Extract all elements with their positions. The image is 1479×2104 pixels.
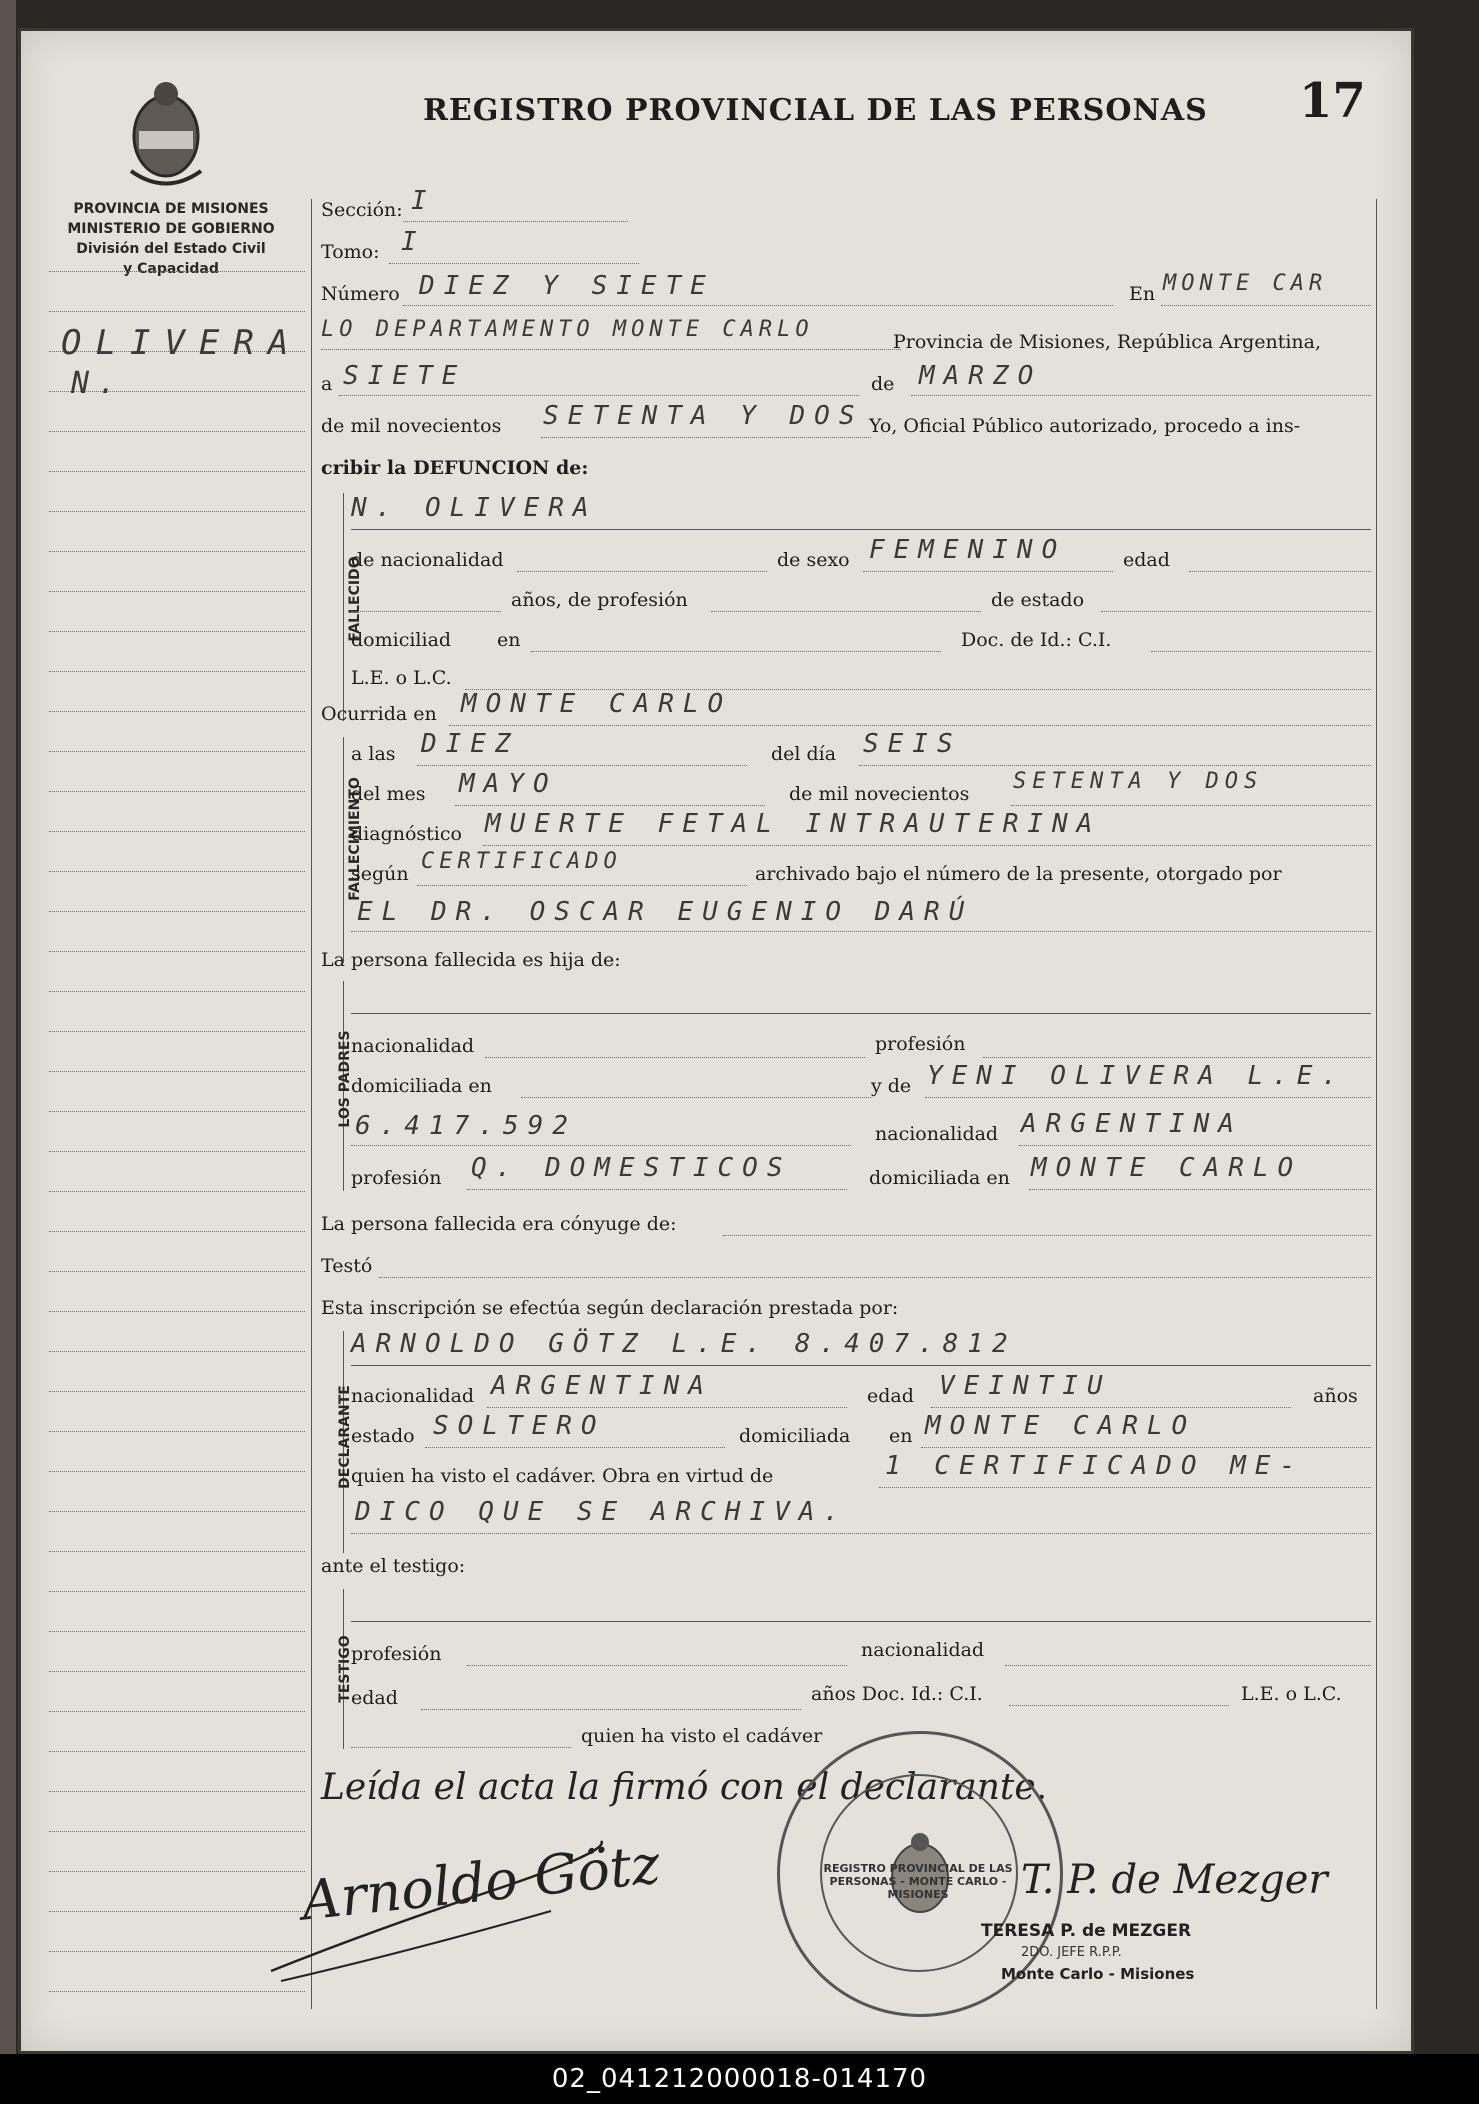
margin-line <box>49 1271 305 1272</box>
nacionalidad-label: de nacionalidad <box>351 549 504 571</box>
segun-value: CERTIFICADO <box>421 849 622 874</box>
padres-section-label: LOS PADRES <box>337 1030 353 1128</box>
official-signature: T. P. de Mezger <box>1021 1857 1328 1903</box>
testigo-section-label: TESTIGO <box>337 1635 353 1703</box>
margin-line <box>49 951 305 952</box>
conyuge-text: La persona fallecida era cónyuge de: <box>321 1213 677 1235</box>
declarante-section-label: DECLARANTE <box>337 1385 353 1489</box>
estado-label: de estado <box>991 589 1085 611</box>
mother-value: YENI OLIVERA L.E. <box>927 1061 1347 1091</box>
domiciliad-label: domiciliad <box>351 629 452 651</box>
testigo-name-line <box>351 1621 1371 1622</box>
margin-line <box>49 1431 305 1432</box>
profesion-line <box>711 611 981 612</box>
doctor-value: EL DR. OSCAR EUGENIO DARÚ <box>357 897 974 927</box>
margin-line <box>49 1391 305 1392</box>
year-line <box>541 437 871 438</box>
margin-line <box>49 1751 305 1752</box>
seccion-value: I <box>411 186 436 216</box>
declarante-name: ARNOLDO GÖTZ L.E. 8.407.812 <box>351 1329 1017 1359</box>
margin-line <box>49 1591 305 1592</box>
segun-label: según <box>351 863 409 885</box>
margin-line <box>49 831 305 832</box>
padre-domicilio-line <box>521 1097 871 1098</box>
official-text: Yo, Oficial Público autorizado, procedo a ins- <box>869 415 1301 437</box>
de-value: MARZO <box>919 361 1043 391</box>
testigo-visto-text: quien ha visto el cadáver <box>581 1725 823 1747</box>
padre-profesion-line <box>983 1057 1371 1058</box>
diagnostico-label: diagnóstico <box>351 823 462 845</box>
margin-line <box>49 471 305 472</box>
provincia-text: Provincia de Misiones, República Argentina, <box>893 331 1322 353</box>
testigo-anos-doc-label: años Doc. Id.: C.I. <box>811 1683 983 1705</box>
a-las-value: DIEZ <box>421 729 520 759</box>
a-las-line <box>417 765 747 766</box>
ministry-block <box>31 199 311 279</box>
declarante-anos-label: años <box>1313 1385 1358 1407</box>
margin-line <box>49 791 305 792</box>
le-lc-label: L.E. o L.C. <box>351 667 452 689</box>
ministry-line-4: y Capacidad <box>123 261 219 277</box>
a-label: a <box>321 373 333 395</box>
testigo-doc-line <box>1009 1705 1229 1706</box>
edad-line <box>1189 571 1371 572</box>
testigo-visto-line <box>351 1747 571 1748</box>
conyuge-line <box>723 1235 1371 1236</box>
margin-line <box>49 631 305 632</box>
official-place: Monte Carlo - Misiones <box>1001 1965 1195 1983</box>
numero-value: DIEZ Y SIETE <box>419 271 715 301</box>
padre-nacionalidad-line <box>485 1057 865 1058</box>
margin-line <box>49 751 305 752</box>
margin-surname: OLIVERA <box>61 323 303 363</box>
margin-line <box>49 431 305 432</box>
en-label: En <box>1129 283 1156 305</box>
madre-nacionalidad-line <box>1019 1145 1371 1146</box>
fallecido-bracket <box>343 493 344 721</box>
ocurrida-line <box>449 725 1371 726</box>
margin-line <box>49 1791 305 1792</box>
sexo-value: FEMENINO <box>869 535 1067 565</box>
testigo-nacionalidad-label: nacionalidad <box>861 1639 985 1661</box>
madre-profesion-line <box>467 1189 847 1190</box>
fallecido-name-line <box>351 529 1371 530</box>
testigo-nacionalidad-line <box>1005 1665 1371 1666</box>
ocurrida-value: MONTE CARLO <box>461 689 733 719</box>
margin-line <box>49 1551 305 1552</box>
anos-profesion-label: años, de profesión <box>511 589 688 611</box>
margin-line <box>49 671 305 672</box>
diagnostico-value: MUERTE FETAL INTRAUTERINA <box>485 809 1102 839</box>
mes-value: MAYO <box>459 769 558 799</box>
en-line <box>1161 305 1371 306</box>
mes-label: del mes <box>351 783 426 805</box>
coat-of-arms-icon <box>121 76 211 186</box>
margin-line <box>49 1511 305 1512</box>
book-spine <box>0 0 16 2070</box>
margin-line <box>49 1631 305 1632</box>
seccion-line <box>403 221 628 222</box>
madre-nacionalidad-value: ARGENTINA <box>1021 1109 1243 1139</box>
tomo-value: I <box>401 227 426 257</box>
margin-initial: N. <box>71 366 126 401</box>
declarante-estado-value: SOLTERO <box>433 1411 606 1441</box>
testo-line <box>379 1277 1371 1278</box>
declarante-estado-label: estado <box>351 1425 415 1447</box>
margin-line <box>49 311 305 312</box>
margin-line <box>49 511 305 512</box>
margin-line <box>49 1111 305 1112</box>
nacionalidad-line <box>517 571 767 572</box>
margin-line <box>49 1151 305 1152</box>
margin-divider <box>311 199 312 2009</box>
stamp-text: REGISTRO PROVINCIAL DE LAS PERSONAS - MONTE CARLO - MISIONES <box>823 1862 1013 1901</box>
image-caption: 02_041212000018-014170 <box>0 2054 1479 2104</box>
declarante-domiciliada-label: domiciliada <box>739 1425 851 1447</box>
father-name-line <box>351 1013 1371 1014</box>
tomo-line <box>389 263 639 264</box>
testigo-profesion-line <box>467 1665 847 1666</box>
madre-profesion-value: Q. DOMESTICOS <box>471 1153 792 1183</box>
declarante-visto-line <box>879 1487 1371 1488</box>
de-label: de <box>871 373 895 395</box>
leida-text: Leída el acta la firmó con el declarante. <box>321 1767 1048 1808</box>
official-title: 2DO. JEFE R.P.P. <box>1021 1945 1122 1960</box>
right-border <box>1376 199 1377 2009</box>
en-label-2: en <box>497 629 521 651</box>
declarante-edad-label: edad <box>867 1385 914 1407</box>
margin-line <box>49 1711 305 1712</box>
tomo-label: Tomo: <box>321 241 380 263</box>
ante-testigo-text: ante el testigo: <box>321 1555 466 1577</box>
fallecido-section-label: FALLECIDO <box>347 556 363 642</box>
doc-line <box>1151 651 1371 652</box>
declarante-domicilio-value: MONTE CARLO <box>925 1411 1197 1441</box>
de-line <box>911 395 1371 396</box>
declarante-visto-value: 1 CERTIFICADO ME- <box>885 1451 1305 1481</box>
fallecido-name: N. OLIVERA <box>351 493 598 523</box>
madre-domicilio-value: MONTE CARLO <box>1031 1153 1303 1183</box>
official-name: TERESA P. de MEZGER <box>981 1921 1192 1941</box>
testigo-le-lc-label: L.E. o L.C. <box>1241 1683 1342 1705</box>
sexo-label: de sexo <box>777 549 850 571</box>
testigo-profesion-label: profesión <box>351 1643 442 1665</box>
testigo-edad-label: edad <box>351 1687 398 1709</box>
margin-line <box>49 1471 305 1472</box>
madre-domicilio-line <box>1029 1189 1371 1190</box>
declarante-visto-value-2: DICO QUE SE ARCHIVA. <box>355 1497 849 1527</box>
margin-line <box>49 991 305 992</box>
estado-line <box>1101 611 1371 612</box>
margin-line <box>49 271 305 272</box>
declarante-en-label: en <box>889 1425 913 1447</box>
mes-line <box>455 805 765 806</box>
signature-flourish-icon <box>251 1821 611 2001</box>
madre-profesion-label: profesión <box>351 1167 442 1189</box>
a-value: SIETE <box>343 361 467 391</box>
diagnostico-line <box>483 845 1371 846</box>
margin-line <box>49 551 305 552</box>
register-page <box>18 28 1414 2054</box>
declarante-domicilio-line <box>921 1447 1371 1448</box>
a-line <box>339 395 859 396</box>
padre-domiciliada-label: domiciliada en <box>351 1075 492 1097</box>
testigo-edad-line <box>421 1709 801 1710</box>
margin-line <box>49 871 305 872</box>
margin-line <box>49 1351 305 1352</box>
year-value-2: SETENTA Y DOS <box>1013 769 1264 794</box>
y-de-label: y de <box>871 1075 912 1097</box>
declaracion-text: Esta inscripción se efectúa según declaración prestada por: <box>321 1297 899 1319</box>
ministry-line-3: División del Estado Civil <box>76 241 266 257</box>
dia-label: del día <box>771 743 837 765</box>
declarante-visto-line-2 <box>351 1533 1371 1534</box>
en-value: MONTE CAR <box>1163 271 1328 296</box>
seccion-label: Sección: <box>321 199 403 221</box>
doc-label: Doc. de Id.: C.I. <box>961 629 1112 651</box>
mother-doc-line <box>351 1145 851 1146</box>
margin-line <box>49 911 305 912</box>
ministry-line-1: PROVINCIA DE MISIONES <box>73 201 269 217</box>
dia-value: SEIS <box>863 729 962 759</box>
margin-line <box>49 591 305 592</box>
numero-line <box>403 305 1113 306</box>
padre-profesion-label: profesión <box>875 1033 966 1055</box>
doctor-line <box>351 931 1371 932</box>
edad-label: edad <box>1123 549 1170 571</box>
year-label-2: de mil novecientos <box>789 783 970 805</box>
domicilio-line <box>531 651 941 652</box>
declarante-edad-value: VEINTIU <box>939 1371 1112 1401</box>
margin-line <box>49 1311 305 1312</box>
register-title: REGISTRO PROVINCIAL DE LAS PERSONAS <box>423 93 1208 128</box>
ministry-line-2: MINISTERIO DE GOBIERNO <box>67 221 275 237</box>
margin-line <box>49 711 305 712</box>
dia-line <box>859 765 1371 766</box>
declarante-nacionalidad-value: ARGENTINA <box>491 1371 713 1401</box>
declarante-nacionalidad-line <box>487 1407 847 1408</box>
declarante-nacionalidad-label: nacionalidad <box>351 1385 475 1407</box>
ocurrida-label: Ocurrida en <box>321 703 437 725</box>
inscribir-text: cribir la DEFUNCION de: <box>321 457 589 479</box>
a-las-label: a las <box>351 743 396 765</box>
margin-line <box>49 1671 305 1672</box>
segun-line <box>417 885 747 886</box>
mother-line <box>925 1097 1371 1098</box>
place-line <box>321 349 901 350</box>
madre-domiciliada-label: domiciliada en <box>869 1167 1010 1189</box>
year-line-2 <box>1011 805 1371 806</box>
declarante-visto-text: quien ha visto el cadáver. Obra en virtud de <box>351 1465 774 1487</box>
hija-text: La persona fallecida es hija de: <box>321 949 621 971</box>
fallecimiento-section-label: FALLECIMIENTO <box>347 777 363 901</box>
numero-label: Número <box>321 283 400 305</box>
mother-doc-value: 6.417.592 <box>355 1111 577 1141</box>
margin-line <box>49 1191 305 1192</box>
anos-line <box>351 611 501 612</box>
declarante-name-line <box>351 1365 1371 1366</box>
declarant-signature: Arnoldo Götz <box>298 1832 663 1933</box>
testo-text: Testó <box>321 1255 373 1277</box>
margin-line <box>49 1031 305 1032</box>
margin-line <box>49 1071 305 1072</box>
page-number: 17 <box>1299 73 1366 129</box>
margin-line <box>49 1231 305 1232</box>
sexo-line <box>863 571 1113 572</box>
fallecimiento-bracket <box>343 737 344 963</box>
year-value: SETENTA Y DOS <box>543 401 864 431</box>
declarante-edad-line <box>931 1407 1291 1408</box>
madre-nacionalidad-label: nacionalidad <box>875 1123 999 1145</box>
place-value: LO DEPARTAMENTO MONTE CARLO <box>321 317 814 342</box>
archivado-text: archivado bajo el número de la presente, otorgado por <box>755 863 1282 885</box>
declarante-estado-line <box>425 1447 725 1448</box>
year-prefix: de mil novecientos <box>321 415 502 437</box>
padre-nacionalidad-label: nacionalidad <box>351 1035 475 1057</box>
